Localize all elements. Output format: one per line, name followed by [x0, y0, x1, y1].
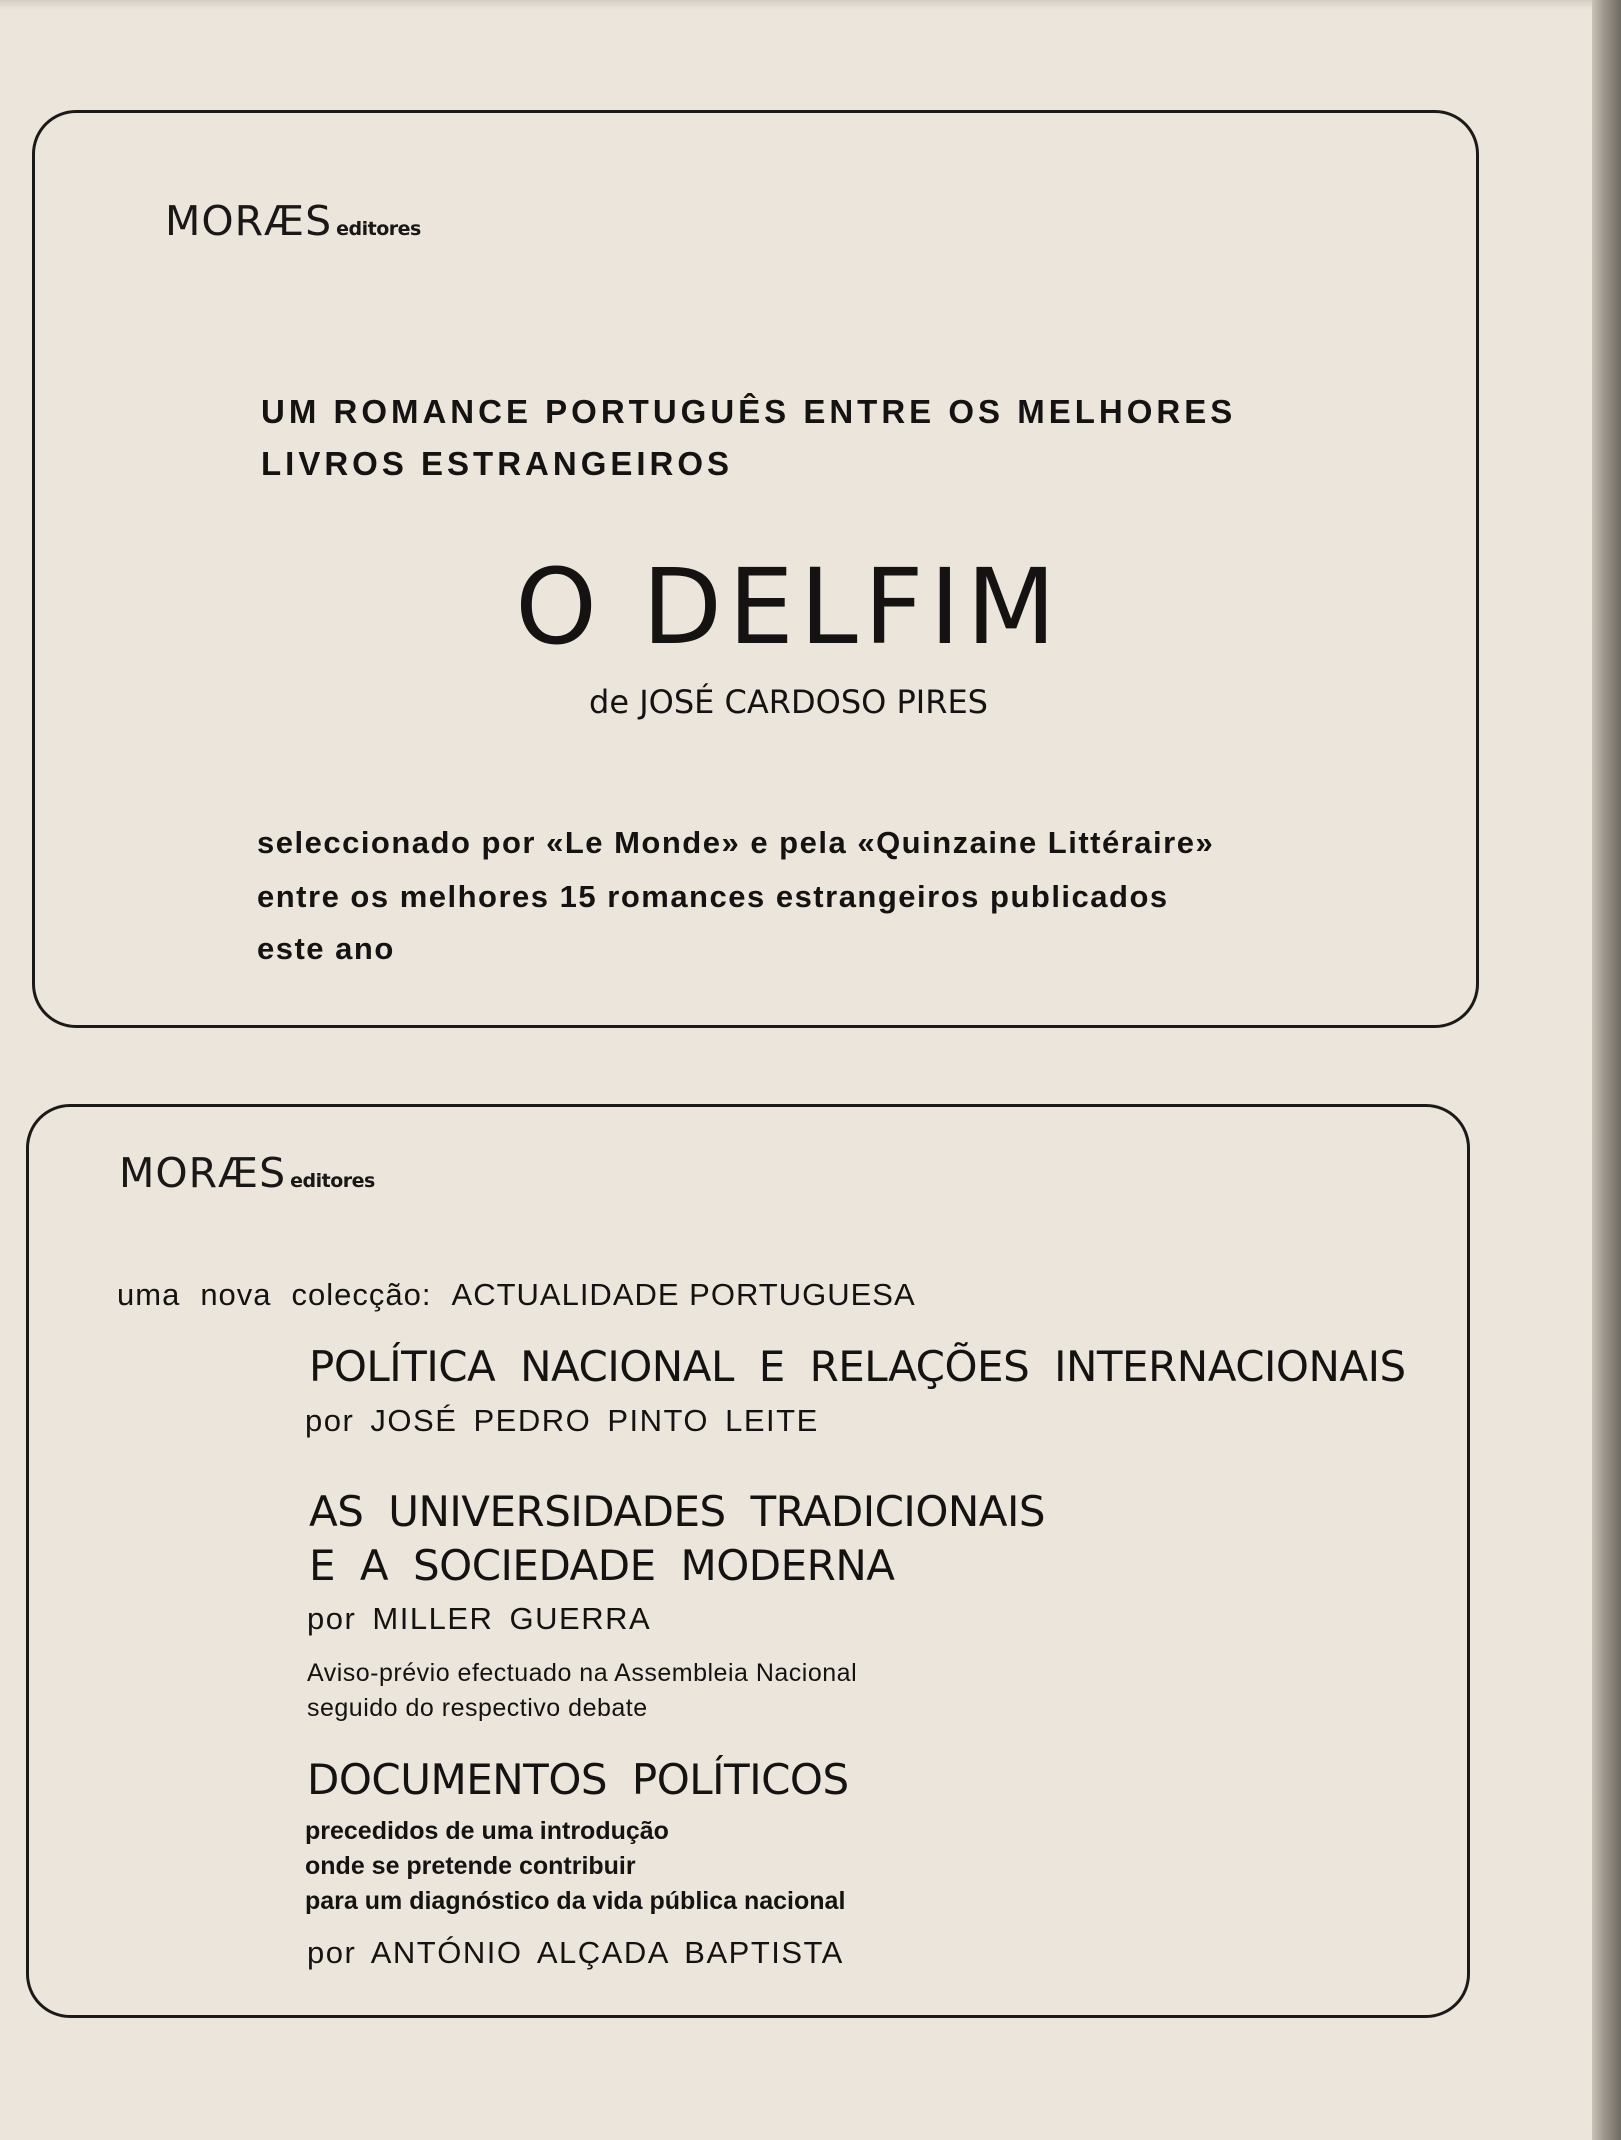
selection-line-3: este ano	[257, 931, 395, 966]
book-1-author: por JOSÉ PEDRO PINTO LEITE	[305, 1403, 819, 1438]
collection-intro-word: uma	[117, 1277, 181, 1312]
publisher-logo	[119, 1149, 375, 1197]
ad-panel-actualidade-portuguesa	[26, 1104, 1470, 2018]
logo-suffix: editores	[290, 1170, 375, 1192]
book-3-note-line-2: onde se pretende contribuir	[305, 1852, 636, 1880]
logo-name: MORÆS	[165, 197, 333, 245]
publisher-logo	[165, 197, 421, 245]
book-2-title-line-2: E A SOCIEDADE MODERNA	[309, 1541, 895, 1590]
book-3-title: DOCUMENTOS POLÍTICOS	[307, 1755, 849, 1804]
page-top-shadow	[0, 0, 1600, 10]
book-3-author: por ANTÓNIO ALÇADA BAPTISTA	[307, 1935, 844, 1970]
book-2-author: por MILLER GUERRA	[307, 1601, 652, 1636]
collection-intro-word: nova	[200, 1277, 272, 1312]
book-title: O DELFIM	[515, 546, 1062, 668]
page-edge-shadow	[1592, 0, 1621, 2140]
headline-line-1: UM ROMANCE PORTUGUÊS ENTRE OS MELHORES	[261, 393, 1237, 430]
book-3-note-line-3: para um diagnóstico da vida pública nacional	[305, 1887, 846, 1915]
collection-intro-word: colecção:	[291, 1277, 432, 1312]
headline-line-2: LIVROS ESTRANGEIROS	[261, 445, 734, 482]
collection-name: ACTUALIDADE PORTUGUESA	[451, 1277, 916, 1312]
book-author: de JOSÉ CARDOSO PIRES	[589, 683, 988, 721]
book-1-title: POLÍTICA NACIONAL E RELAÇÕES INTERNACIONAIS	[309, 1342, 1406, 1391]
book-3-note-line-1: precedidos de uma introdução	[305, 1817, 669, 1845]
logo-suffix: editores	[336, 218, 421, 240]
book-2-title-line-1: AS UNIVERSIDADES TRADICIONAIS	[309, 1487, 1046, 1536]
selection-line-2: entre os melhores 15 romances estrangeiros publicados	[257, 879, 1169, 914]
book-2-note-line-1: Aviso-prévio efectuado na Assembleia Nacional	[307, 1659, 858, 1687]
logo-name: MORÆS	[119, 1149, 287, 1197]
selection-line-1: seleccionado por «Le Monde» e pela «Quinzaine Littéraire»	[257, 825, 1215, 860]
collection-line	[117, 1277, 916, 1313]
book-2-note-line-2: seguido do respectivo debate	[307, 1694, 648, 1722]
ad-panel-o-delfim	[32, 110, 1479, 1028]
